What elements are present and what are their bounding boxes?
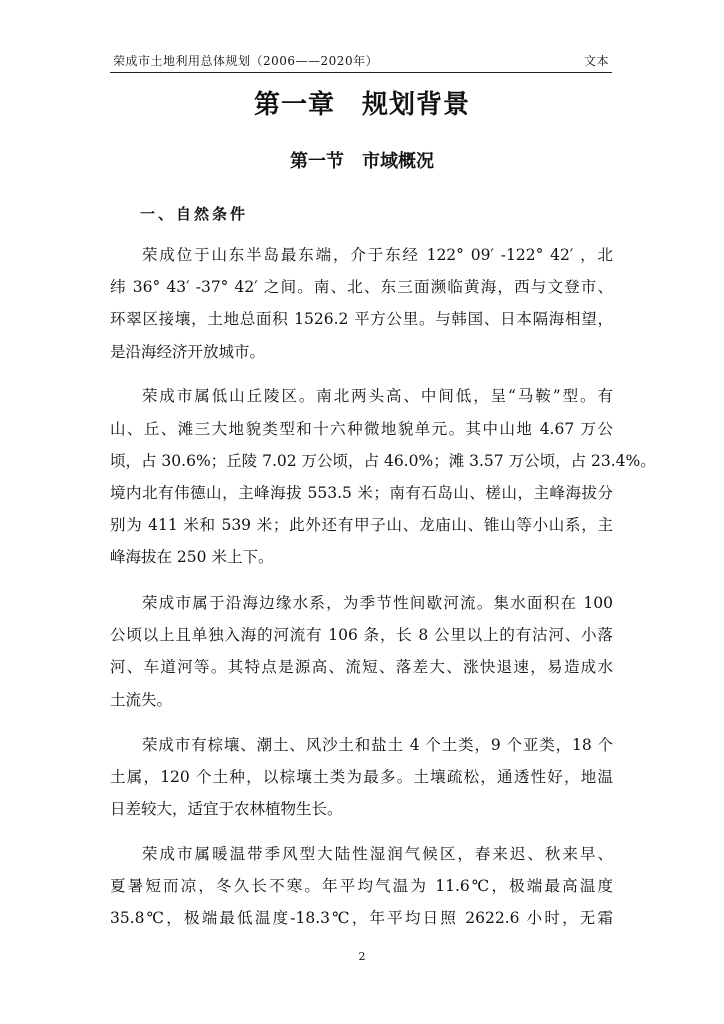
document-title: 荣成市土地利用总体规划（2006——2020年）: [113, 54, 379, 68]
paragraph-line: 夏暑短而凉，冬久长不寒。年平均气温为 11.6℃，极端最高温度: [110, 877, 613, 895]
paragraph-line: 35.8℃，极端最低温度-18.3℃，年平均日照 2622.6 小时，无霜: [110, 909, 613, 927]
page-number: 2: [358, 950, 366, 963]
paragraph-line: 别为 411 米和 539 米；此外还有甲子山、龙庙山、锥山等小山系，主: [110, 516, 613, 534]
paragraph-line: 纬 36° 43′ -37° 42′ 之间。南、北、东三面濒临黄海，西与文登市、: [110, 278, 613, 296]
paragraph-line: 荣成市有棕壤、潮土、风沙土和盐土 4 个土类，9 个亚类，18 个: [142, 736, 613, 754]
paragraph-line: 荣成市属低山丘陵区。南北两头高、中间低，呈“马鞍”型。有: [142, 387, 613, 405]
paragraph-line: 山、丘、滩三大地貌类型和十六种微地貌单元。其中山地 4.67 万公: [110, 420, 613, 438]
page-header: [110, 50, 612, 73]
paragraph-line: 日差较大，适宜于农林植物生长。: [110, 800, 343, 818]
paragraph-line: 土属，120 个土种，以棕壤土类为最多。土壤疏松，通透性好，地温: [110, 768, 613, 786]
section-title: 第一节 市域概况: [290, 151, 434, 172]
chapter-title: 第一章 规划背景: [253, 90, 470, 120]
paragraph-line: 境内北有伟德山，主峰海拔 553.5 米；南有石岛山、槎山，主峰海拔分: [110, 484, 613, 502]
paragraph-line: 荣成市属暖温带季风型大陆性湿润气候区，春来迟、秋来早、: [142, 845, 613, 863]
paragraph-line: 荣成位于山东半岛最东端，介于东经 122° 09′ -122° 42′ ，北: [142, 246, 613, 264]
subsection-title: 一、自然条件: [140, 205, 249, 223]
paragraph-line: 环翠区接壤，土地总面积 1526.2 平方公里。与韩国、日本隔海相望，: [110, 310, 613, 328]
paragraph-line: 公顷以上且单独入海的河流有 106 条，长 8 公里以上的有沽河、小落: [110, 626, 613, 644]
document-type: 文本: [583, 54, 609, 68]
paragraph-line: 土流失。: [110, 691, 173, 709]
paragraph-line: 河、车道河等。其特点是源高、流短、落差大、涨快退速，易造成水: [110, 658, 613, 676]
paragraph-line: 峰海拔在 250 米上下。: [110, 548, 274, 566]
paragraph-line: 是沿海经济开放城市。: [110, 343, 266, 361]
paragraph-line: 荣成市属于沿海边缘水系，为季节性间歇河流。集水面积在 100: [142, 594, 613, 612]
paragraph-line: 顷，占 30.6%；丘陵 7.02 万公顷，占 46.0%；滩 3.57 万公顷，占 23.4%。: [110, 452, 656, 470]
